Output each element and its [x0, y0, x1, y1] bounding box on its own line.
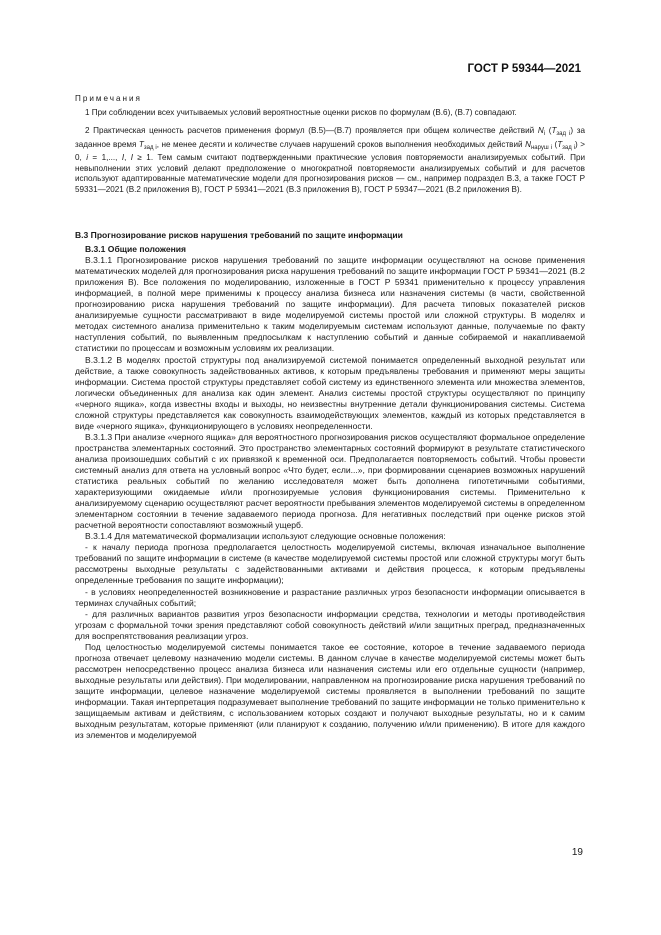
section-b3 [75, 230, 585, 741]
page-number: 19 [571, 847, 583, 858]
document-id-header: ГОСТ Р 59344—2021 [467, 63, 581, 75]
subsection-heading: В.3.1 Общие положения [85, 244, 187, 255]
paragraph: Под целостностью моделируемой системы понимается такое ее состояние, которое в течение задаваемого периода прогноза отвечает целевому назначению модели системы. В данном случае в качестве моделируемой системы может быть рассмотрен непосредственно процесс анализа бизнеса или назначения системы или его отдельные сущности (например, выходные результаты или действия). При моделировании, направленном на прогнозирование риска нарушения требований по защите информации, целевое назначение моделируемой системы проявляется в выполнении требований по защите информации. Такая интерпретация подразумевает выполнение требований по защите информации не только применительно к защищаемым активам и действиям, с использованием которых создают и получают выходные результаты, но и к самим выходным результатам, которые применяют (или планируют к созданию, получению и/или применению). В итоге для каждого из элементов и моделируемой [75, 641, 585, 741]
notes-title: Примечания [75, 94, 142, 103]
list-item: - для различных вариантов развития угроз безопасности информации средства, технологии и методы противодействия угрозам с формальной точки зрения представляют собой совокупность действий и/или защитных преград, предназначенных для воспрепятствования реализации угроз. [75, 608, 585, 641]
paragraph: В.3.1.2 В моделях простой структуры под анализируемой системой понимается определенный выходной результат или действие, а также совокупность задействованных активов, к которым предъявлены требования и применяют меры защиты информации. Система простой структуры представляет собой систему из единственного элемента или множества элементов, логически объединенных для анализа как один элемент. Анализ системы простой структуры осуществляют по принципу «черного ящика», когда известны входы и выходы, но неизвестны внутренние детали функционирования системы. Система сложной структуры представляется как совокупность взаимодействующих элементов, каждый из которых представляется в виде «черного ящика», функционирующего в условиях неопределенности. [75, 354, 585, 431]
note-2: 2 Практическая ценность расчетов применения формул (В.5)—(В.7) проявляется при общем количестве действий $N_i$ $(T_{зад i})$ за заданное время $T_{зад i}$, не менее десяти и количестве случаев нарушений сроков выполнения необходимых действий $N_{наруш i}$ $(T_{зад i}) > 0$, i = 1,..., I, I ≥ 1. Тем самым считают подтвержденными практические условия повторяемости анализируемых событий. При невыполнении этих условий делают предположение о многократной повторяемости анализируемых событий и для расчетов используют адаптированные математические модели для прогнозирования рисков — см., например подраздел В.3, а также ГОСТ Р 59331—2021 (В.2 приложения В), ГОСТ Р 59341—2021 (В.3 приложения В), ГОСТ Р 59347—2021 (В.2 приложения В). [75, 126, 586, 194]
paragraph: В.3.1.4 Для математической формализации используют следующие основные положения: [85, 531, 446, 542]
paragraph: В.3.1.3 При анализе «черного ящика» для вероятностного прогнозирования рисков осуществляют формальное определение пространства элементарных состояний. Это пространство элементарных состояний формируют в результате статистического анализа произошедших событий с их привязкой к временной оси. Предполагается повторяемость событий. Чтобы провести системный анализ для ответа на условный вопрос «Что будет, если...», при формировании сценариев возможных нарушений статистика реальных событий по желанию исследователя может быть дополнена гипотетичными событиями, характеризующими ожидаемые и/или прогнозируемые условия функционирования системы. Применительно к анализируемому сценарию осуществляют расчет вероятности пребывания элементов моделируемой системы в определенном элементарном состоянии в течение задаваемого периода прогноза. Для негативных последствий при оценке рисков этой расчетной вероятности сопоставляют возможный ущерб. [75, 431, 585, 531]
list-item: - к началу периода прогноза предполагается целостность моделируемой системы, включая изначальное выполнение требований по защите информации в системе (в качестве моделируемой системы простой или сложной структуры могут быть рассмотрены выходные результаты с задействованными активами и действия процесса, к которым предъявлены определенные требования по защите информации); [75, 542, 585, 586]
paragraph: В.3.1.1 Прогнозирование рисков нарушения требований по защите информации осуществляют на основе применения математических моделей для прогнозирования риска нарушения требований по защите информации ГОСТ Р 59341—2021 (В.2 приложения В). Все положения по моделированию, изложенные в ГОСТ Р 59341 применительно к процессу управления информацией, в полной мере применимы к процессу анализа бизнеса или назначения системы (в части, свойственной прогнозированию риска нарушения требований по защите информации). Для расчета типовых показателей рисков анализируемые сущности рассматривают в виде моделируемой системы простой или сложной структуры. В моделях и методах системного анализа применительно к таким моделируемым системам используют данные, получаемые по факту наступления событий, по выявленным предпосылкам к наступлению событий и данные собираемой и накапливаемой статистики по процессам и возможным условиям их реализации. [75, 255, 585, 354]
list-item: - в условиях неопределенностей возникновение и разрастание различных угроз безопасности информации описывается в терминах случайных событий; [75, 586, 585, 608]
notes-block [75, 94, 585, 195]
section-heading: В.3 Прогнозирование рисков нарушения требований по защите информации [75, 230, 403, 240]
note-1: 1 При соблюдении всех учитываемых условий вероятностные оценки рисков по формулам (В.6), (В.7) совпадают. [85, 107, 517, 117]
